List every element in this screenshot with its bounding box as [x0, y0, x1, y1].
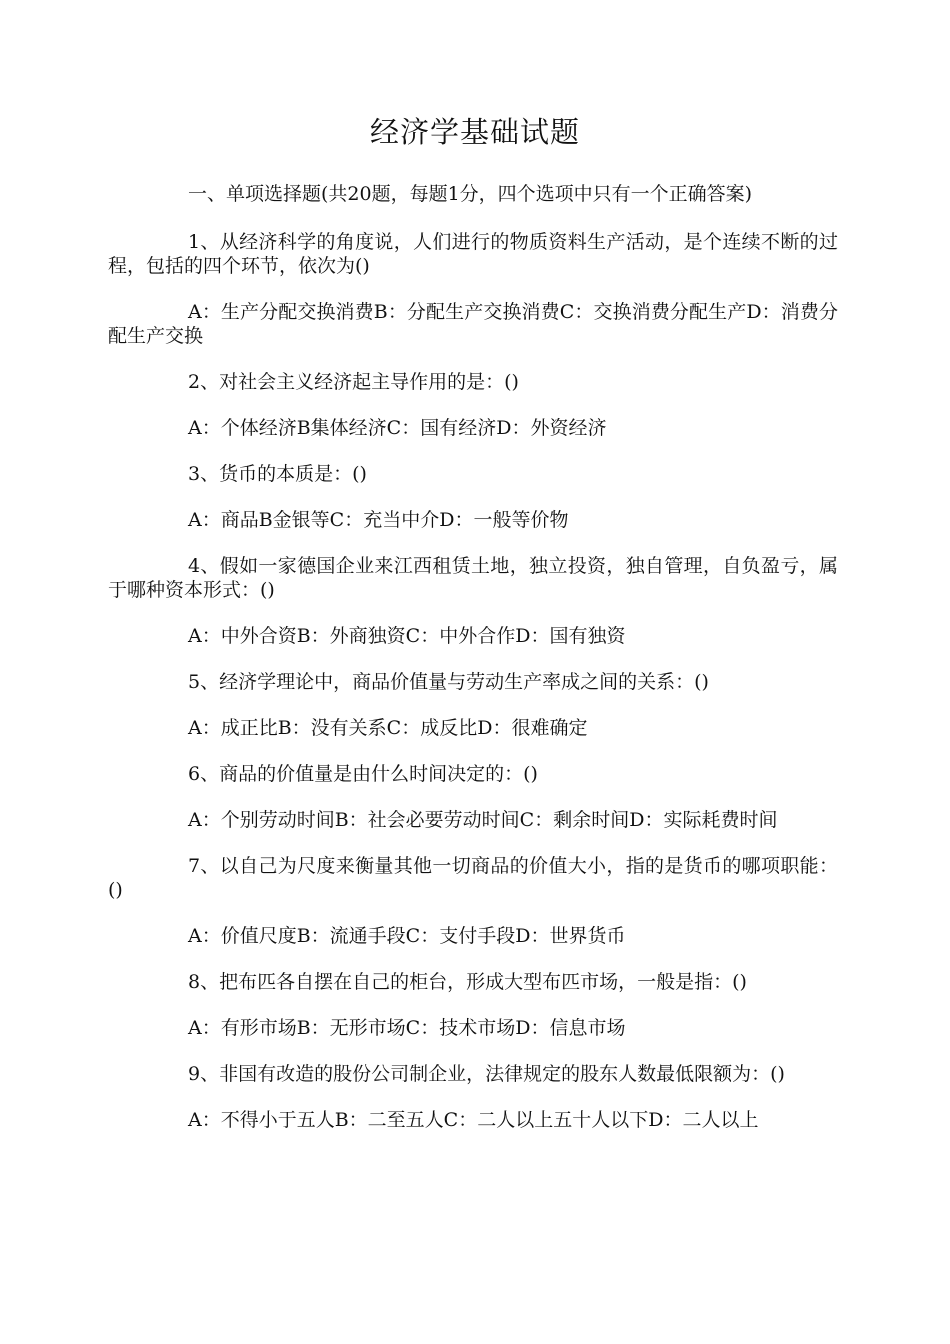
question-options-9: A：不得小于五人B：二至五人C：二人以上五十人以下D：二人以上	[188, 1109, 759, 1131]
question-options-8: A：有形市场B：无形市场C：技术市场D：信息市场	[188, 1017, 626, 1039]
question-options-4: A：中外合资B：外商独资C：中外合作D：国有独资	[188, 625, 626, 647]
section-heading: 一、单项选择题(共20题，每题1分，四个选项中只有一个正确答案)	[188, 183, 753, 205]
question-stem-6: 6、商品的价值量是由什么时间决定的：()	[188, 763, 538, 785]
question-options-1: A：生产分配交换消费B：分配生产交换消费C：交换消费分配生产D：消费分配生产交换	[108, 301, 838, 347]
question-options-2: A：个体经济B集体经济C：国有经济D：外资经济	[188, 417, 607, 439]
question-stem-5: 5、经济学理论中，商品价值量与劳动生产率成之间的关系：()	[188, 671, 709, 693]
document-title: 经济学基础试题	[369, 115, 580, 149]
question-stem-8: 8、把布匹各自摆在自己的柜台，形成大型布匹市场，一般是指：()	[188, 971, 747, 993]
question-stem-7: 7、以自己为尺度来衡量其他一切商品的价值大小，指的是货币的哪项职能：()	[108, 855, 838, 901]
question-stem-1: 1、从经济科学的角度说，人们进行的物质资料生产活动，是个连续不断的过程，包括的四个环节，依次为()	[108, 231, 838, 277]
question-stem-2: 2、对社会主义经济起主导作用的是：()	[188, 371, 519, 393]
question-stem-9: 9、非国有改造的股份公司制企业，法律规定的股东人数最低限额为：()	[188, 1063, 785, 1085]
document-body	[108, 182, 838, 1154]
question-options-6: A：个别劳动时间B：社会必要劳动时间C：剩余时间D：实际耗费时间	[188, 809, 778, 831]
question-options-7: A：价值尺度B：流通手段C：支付手段D：世界货币	[188, 925, 626, 947]
question-options-3: A：商品B金银等C：充当中介D：一般等价物	[188, 509, 569, 531]
question-stem-3: 3、货币的本质是：()	[188, 463, 367, 485]
question-options-5: A：成正比B：没有关系C：成反比D：很难确定	[188, 717, 588, 739]
question-stem-4: 4、假如一家德国企业来江西租赁土地，独立投资，独自管理，自负盈亏，属于哪种资本形式：()	[108, 555, 838, 601]
